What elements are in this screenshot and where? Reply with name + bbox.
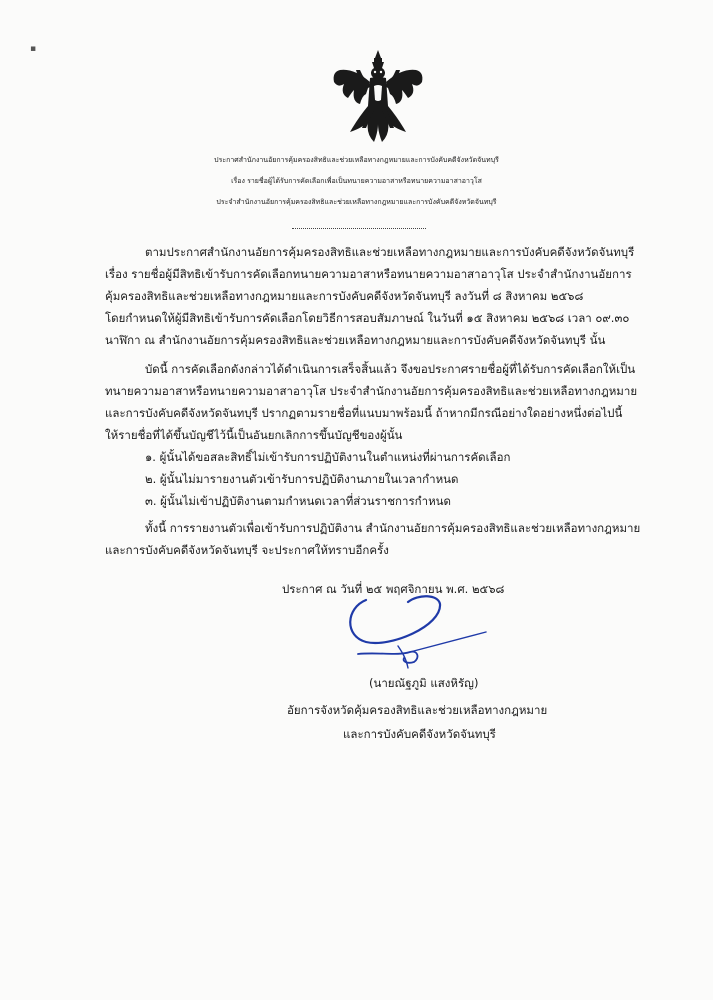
scan-mark: ▪: [30, 44, 37, 54]
paragraph2-line: ให้รายชื่อที่ได้ขึ้นบัญชีไว้นี้เป็นอันยกเลิกการขึ้นบัญชีของผู้นั้น: [105, 428, 403, 442]
handwritten-signature: [338, 592, 488, 672]
paragraph3-line: ทั้งนี้ การรายงานตัวเพื่อเข้ารับการปฏิบัติงาน สำนักงานอัยการคุ้มครองสิทธิและช่วยเหลือทางกฎหมาย: [145, 521, 641, 535]
separator-dots: [292, 228, 426, 229]
paragraph1-line: คุ้มครองสิทธิและช่วยเหลือทางกฎหมายและการบังคับคดีจังหวัดจันทบุรี ลงวันที่ ๘ สิงหาคม ๒๕๖๘: [105, 289, 584, 303]
condition-item: ๑. ผู้นั้นได้ขอสละสิทธิ์ไม่เข้ารับการปฏิบัติงานในตำแหน่งที่ผ่านการคัดเลือก: [145, 450, 511, 464]
paragraph1-line: โดยกำหนดให้ผู้มีสิทธิเข้ารับการคัดเลือกโดยวิธีการสอบสัมภาษณ์ ในวันที่ ๑๕ สิงหาคม ๒๕๖๘ เวลา ๐๙.๓๐: [105, 311, 630, 325]
paragraph2-line: บัดนี้ การคัดเลือกดังกล่าวได้ดำเนินการเสร็จสิ้นแล้ว จึงขอประกาศรายชื่อผู้ที่ได้รับการคัดเลือกให้เป็น: [145, 362, 636, 376]
announcement-office: ประจำสำนักงานอัยการคุ้มครองสิทธิและช่วยเหลือทางกฎหมายและการบังคับคดีจังหวัดจันทบุรี: [216, 198, 497, 206]
signatory-name: (นายณัฐภูมิ แสงหิรัญ): [369, 676, 479, 690]
paragraph1-line: ตามประกาศสำนักงานอัยการคุ้มครองสิทธิและช่วยเหลือทางกฎหมายและการบังคับคดีจังหวัดจันทบุรี: [145, 245, 635, 259]
signatory-position: และการบังคับคดีจังหวัดจันทบุรี: [343, 727, 496, 741]
condition-item: ๒. ผู้นั้นไม่มารายงานตัวเข้ารับการปฏิบัติงานภายในเวลากำหนด: [145, 472, 459, 486]
signatory-position: อัยการจังหวัดคุ้มครองสิทธิและช่วยเหลือทางกฎหมาย: [287, 703, 548, 717]
paragraph2-line: และการบังคับคดีจังหวัดจันทบุรี ปรากฏตามรายชื่อที่แนบมาพร้อมนี้ ถ้าหากมีกรณีอย่างใดอย่างหนึ่งต่อไปนี้: [105, 406, 623, 420]
paragraph1-line: นาฬิกา ณ สำนักงานอัยการคุ้มครองสิทธิและช่วยเหลือทางกฎหมายและการบังคับคดีจังหวัดจันทบุรี นั้น: [105, 333, 606, 347]
garuda-emblem: [328, 48, 428, 144]
paragraph2-line: ทนายความอาสาหรือทนายความอาสาอาวุโส ประจำสำนักงานอัยการคุ้มครองสิทธิและช่วยเหลือทางกฎหมาย: [105, 384, 638, 398]
condition-item: ๓. ผู้นั้นไม่เข้าปฏิบัติงานตามกำหนดเวลาที่ส่วนราชการกำหนด: [145, 494, 451, 508]
paragraph3-line: และการบังคับคดีจังหวัดจันทบุรี จะประกาศให้ทราบอีกครั้ง: [105, 543, 389, 557]
announcement-title: ประกาศสำนักงานอัยการคุ้มครองสิทธิและช่วยเหลือทางกฎหมายและการบังคับคดีจังหวัดจันทบุรี: [214, 156, 499, 164]
announcement-subject: เรื่อง รายชื่อผู้ได้รับการคัดเลือกเพื่อเป็นทนายความอาสาหรือทนายความอาสาอาวุโส: [231, 177, 482, 185]
paragraph1-line: เรื่อง รายชื่อผู้มีสิทธิเข้ารับการคัดเลือกทนายความอาสาหรือทนายความอาสาอาวุโส ประจำสำนักงานอัยการ: [105, 267, 632, 281]
announcement-date: ประกาศ ณ วันที่ ๒๕ พฤศจิกายน พ.ศ. ๒๕๖๘: [282, 582, 505, 596]
